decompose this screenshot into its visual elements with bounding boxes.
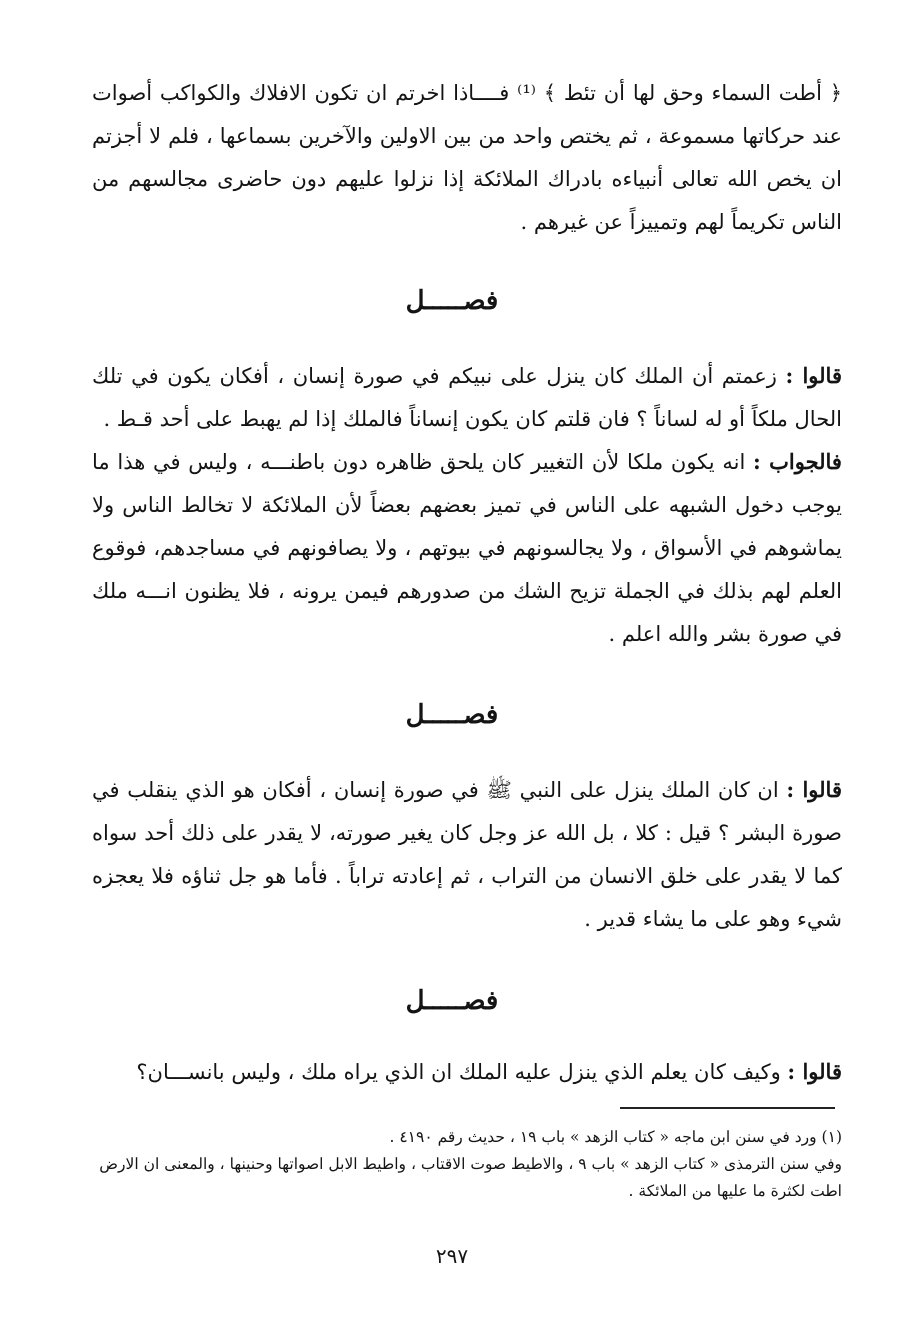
paragraph-text: زعمتم أن الملك كان ينزل على نبيكم في صورة إنسان ، أفكان يكون في تلك الحال ملكاً أو له لساناً ؟ فان قلتم كان يكون إنساناً فالملك إذا لم يهبط على أحد قـط . [92,364,842,431]
page-number: ٢٩٧ [435,1244,469,1268]
paragraph-lead: قالوا : [787,1059,842,1084]
paragraph-lead: فالجواب : [753,449,842,474]
paragraph-text: انه يكون ملكا لأن التغيير كان يلحق ظاهره دون باطنـــه ، وليس في هذا ما يوجب دخول الشبهه على الناس في تميز بعضهم بعضاً لأن الملائكة لا تخالط الناس ولا يماشوهم في الأسواق ، ولا يجالسونهم في بيوتهم ، ولا يصافونهم في مساجدهم، فوقوع العلم لهم بذلك في الجملة تزيح الشك من صدورهم فيمن يرونه ، فلا يظنون انـــه ملك في صورة بشر والله اعلم . [92,450,842,646]
section-1-paragraph-1 [92,354,842,441]
section-1-paragraph-2 [92,440,842,656]
intro-paragraph [92,72,842,244]
section-heading-1: فصـــــل [405,286,499,316]
paragraph-text: ان كان الملك ينزل على النبي ﷺ في صورة إنسان ، أفكان هو الذي ينقلب في صورة البشر ؟ قيل : كلا ، بل الله عز وجل كان يغير صورته، لا يقدر على ذلك أحد سواه كما لا يقدر على خلق الانسان من التراب ، ثم إعادته تراباً . فأما هو جل ثناؤه فلا يعجزه شيء وهو على ما يشاء قدير . [92,778,842,931]
paragraph-lead: قالوا : [785,363,842,388]
section-3-paragraph-1 [92,1050,842,1094]
footnote-2: وفي سنن الترمذى « كتاب الزهد » باب ٩ ، والاطيط صوت الاقتاب ، واطيط الابل اصواتها وحنينها ، والمعنى ان الارض اطت لكثرة ما عليها من الملائكة . [99,1155,842,1200]
section-heading-3: فصـــــل [405,986,499,1016]
intro-text: ﴿ أطت السماء وحق لها أن تئط ﴾ ⁽¹⁾ فــــاذا اخرتم ان تكون الافلاك والكواكب أصوات عند حركاتها مسموعة ، ثم يختص واحد من بين الاولين والآخرين بسماعها ، فلم لا أجزتم ان يخص الله تعالى أنبياءه بادراك الملائكة إذا نزلوا عليهم دون حاضرى مجالسهم من الناس تكريماً لهم وتمييزاً عن غيرهم . [92,81,843,234]
section-2-paragraph-1 [92,768,842,941]
section-heading-2: فصـــــل [405,700,499,730]
footnote-1: (١) ورد في سنن ابن ماجه « كتاب الزهد » باب ١٩ ، حديث رقم ٤١٩٠ . [389,1128,842,1146]
paragraph-lead: قالوا : [786,777,842,802]
paragraph-text: وكيف كان يعلم الذي ينزل عليه الملك ان الذي يراه ملك ، وليس بانســـان؟ [136,1060,788,1084]
footnote-divider [620,1107,835,1109]
